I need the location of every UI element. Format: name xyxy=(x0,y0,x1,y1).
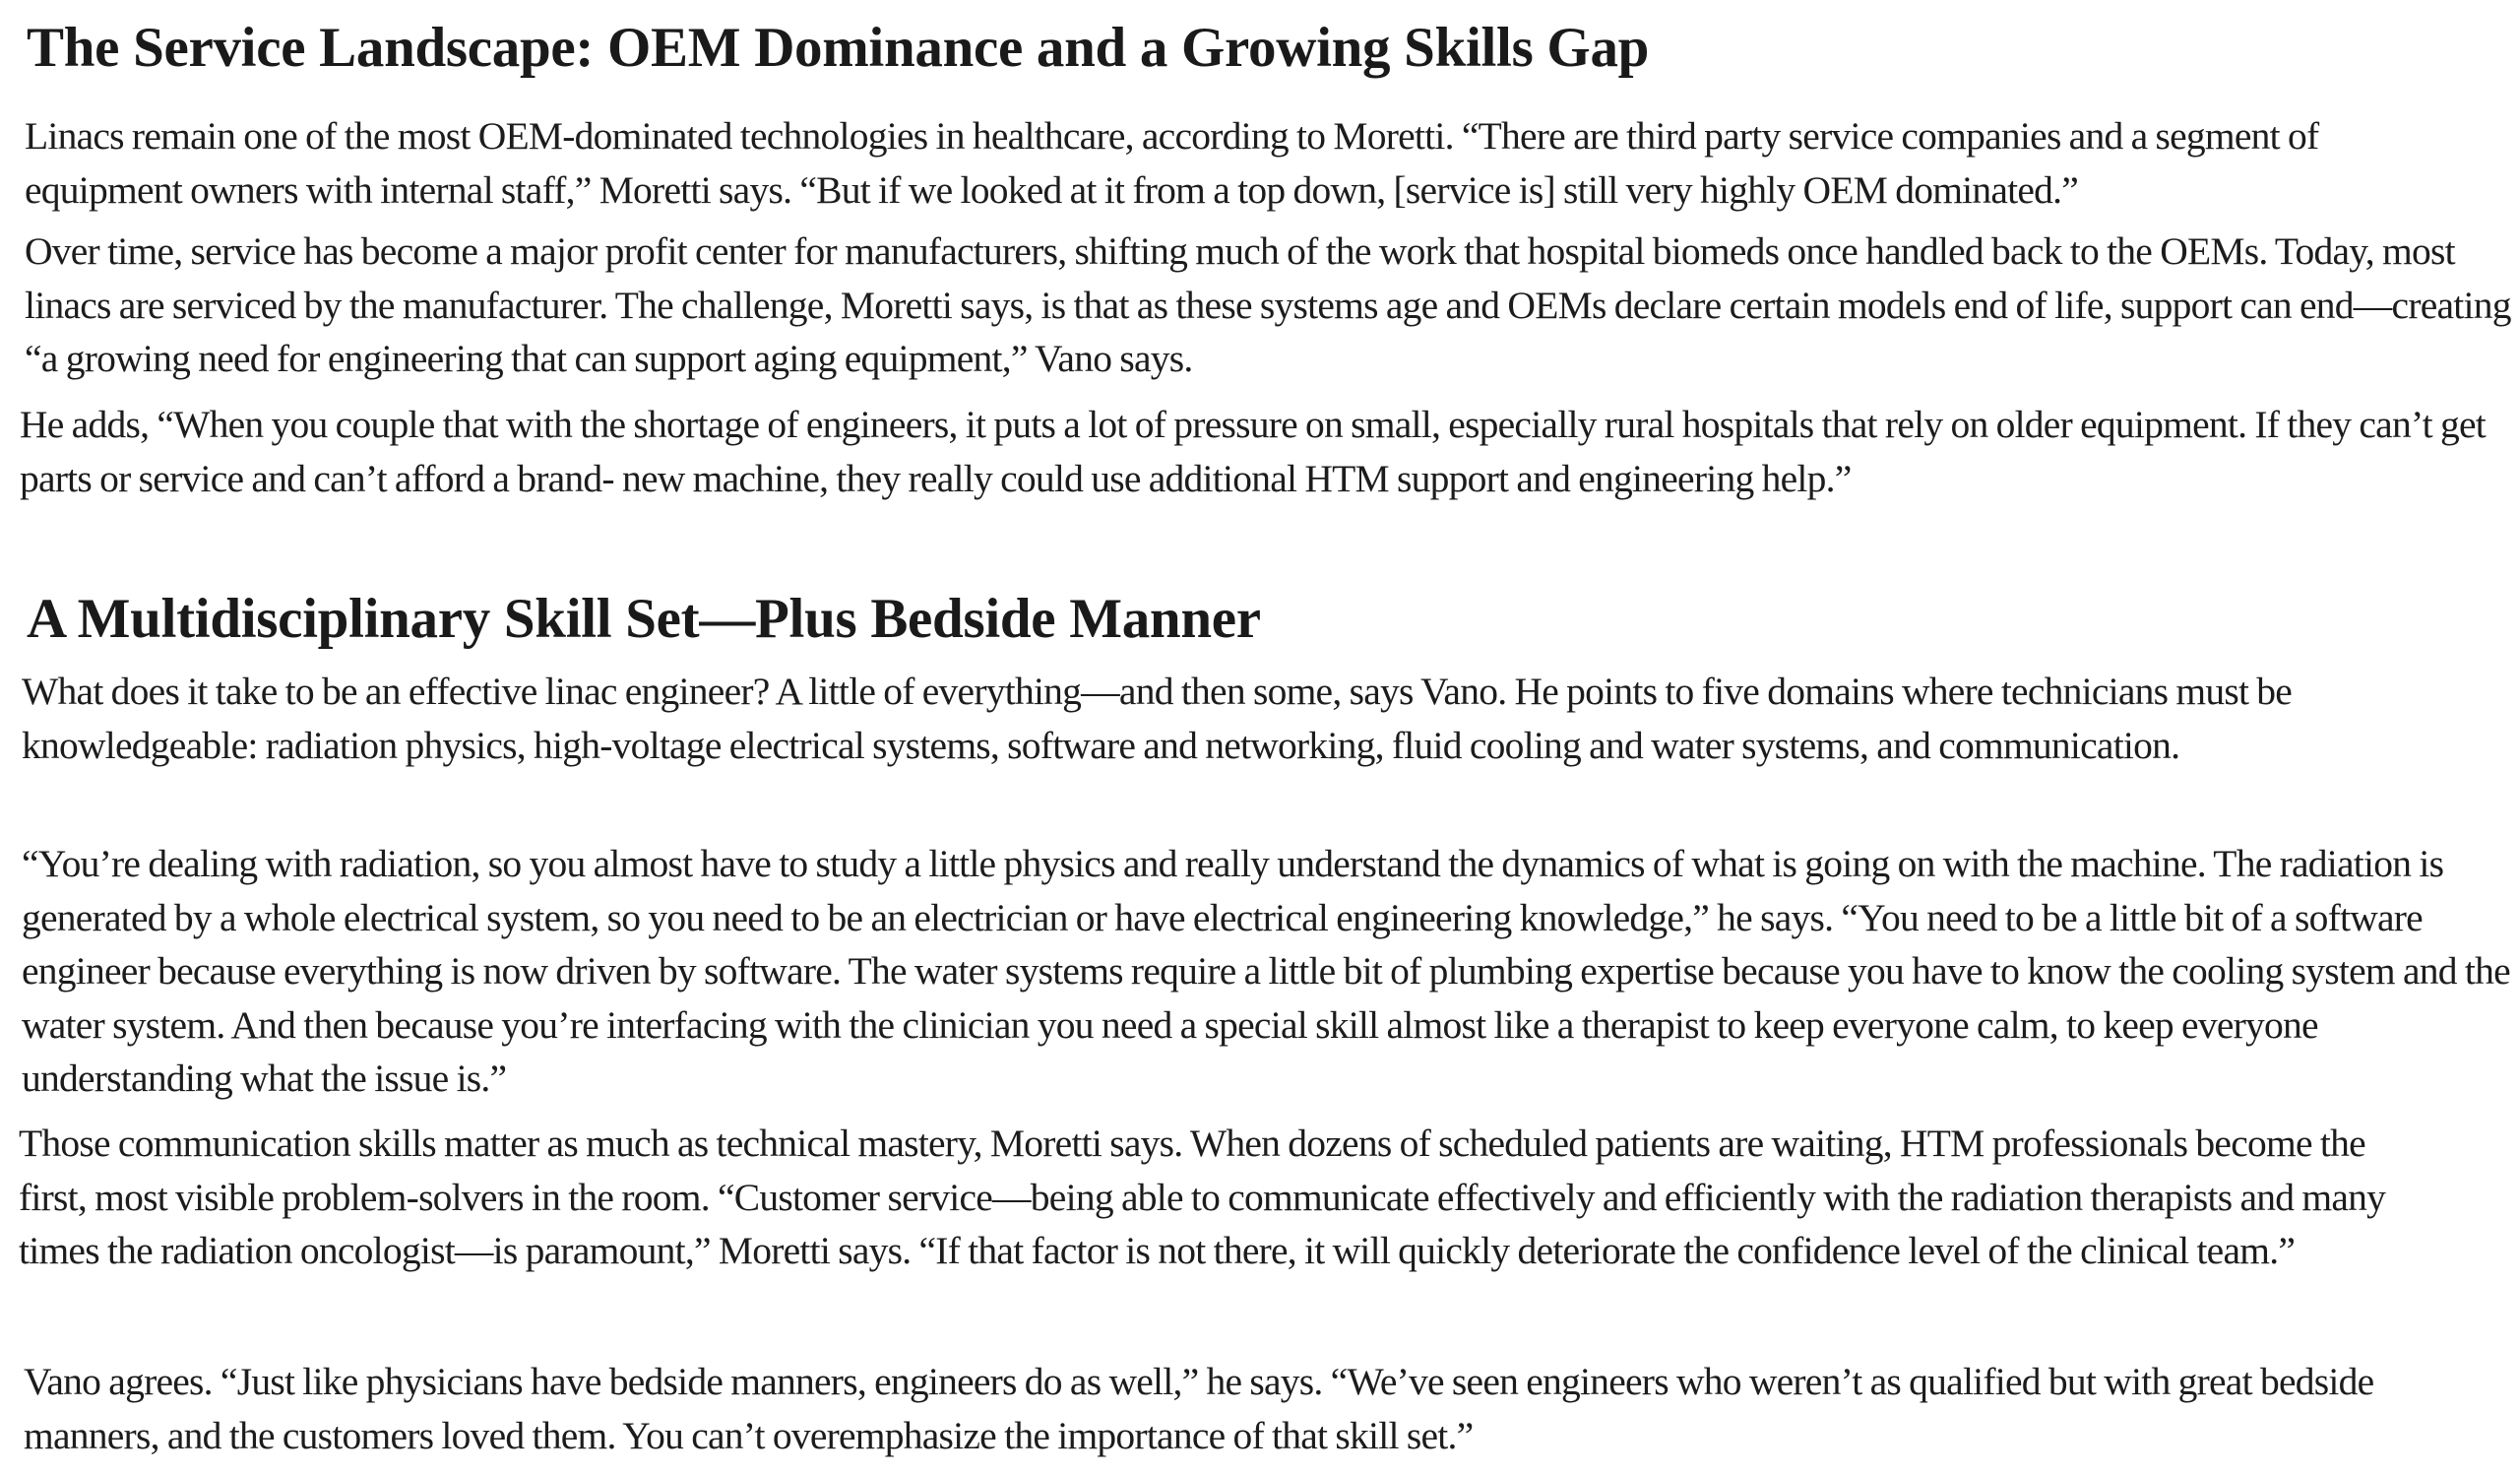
paragraph-five-domains: What does it take to be an effective linac engineer? A little of everything—and then some, says Vano. He points to five domains where technicians must be knowledgeable: radiation physics, high-voltage electrical systems, software and networking, fluid cooling and water systems, and communication. xyxy=(22,670,2293,767)
paragraph-communication-skills: Those communication skills matter as much as technical mastery, Moretti says. When dozens of scheduled patients are waiting, HTM professionals become the first, most visible problem-solvers in the room. “Customer service—being able to communicate effectively and efficiently with the radiation therapists and many times the radiation oncologist—is paramount,” Moretti says. “If that factor is not there, it will quickly deteriorate the confidence level of the clinical team.” xyxy=(19,1122,2386,1272)
paragraph-bedside-manner: Vano agrees. “Just like physicians have bedside manners, engineers do as well,” he says. “We’ve seen engineers who weren’t as qualified but with great bedside manners, and the customers loved them. You can’t overemphasize the importance of that skill set.” xyxy=(24,1360,2374,1457)
paragraph-rural-hospitals: He adds, “When you couple that with the shortage of engineers, it puts a lot of pressure on small, especially rural hospitals that rely on older equipment. If they can’t get parts or service and can’t afford a brand- new machine, they really could use additional HTM support and engineering help.” xyxy=(20,403,2487,500)
paragraph-oem-dominance: Linacs remain one of the most OEM-dominated technologies in healthcare, according to Moretti. “There are third party service companies and a segment of equipment owners with internal staff,” Moretti says. “But if we looked at it from a top down, [service is] still very highly OEM dominated.” xyxy=(25,114,2319,212)
paragraph-radiation-quote: “You’re dealing with radiation, so you almost have to study a little physics and really understand the dynamics of what is going on with the machine. The radiation is generated by a whole electrical system, so you need to be an electrician or have electrical engineering knowledge,” he says. “You need to be a little bit of a software engineer because everything is now driven by software. The water systems require a little bit of plumbing expertise because you have to know the cooling system and the water system. And then because you’re interfacing with the clinician you need a special skill almost like a therapist to keep everyone calm, to keep everyone understanding what the issue is.” xyxy=(22,842,2510,1100)
section-heading-service-landscape: The Service Landscape: OEM Dominance and a Growing Skills Gap xyxy=(27,17,1650,79)
paragraph-profit-center: Over time, service has become a major profit center for manufacturers, shifting much of the work that hospital biomeds once handled back to the OEMs. Today, most linacs are serviced by the manufacturer. The challenge, Moretti says, is that as these systems age and OEMs declare certain models end of life, support can end—creating “a growing need for engineering that can support aging equipment,” Vano says. xyxy=(25,229,2511,380)
section-heading-skill-set: A Multidisciplinary Skill Set—Plus Bedside Manner xyxy=(27,588,1261,650)
